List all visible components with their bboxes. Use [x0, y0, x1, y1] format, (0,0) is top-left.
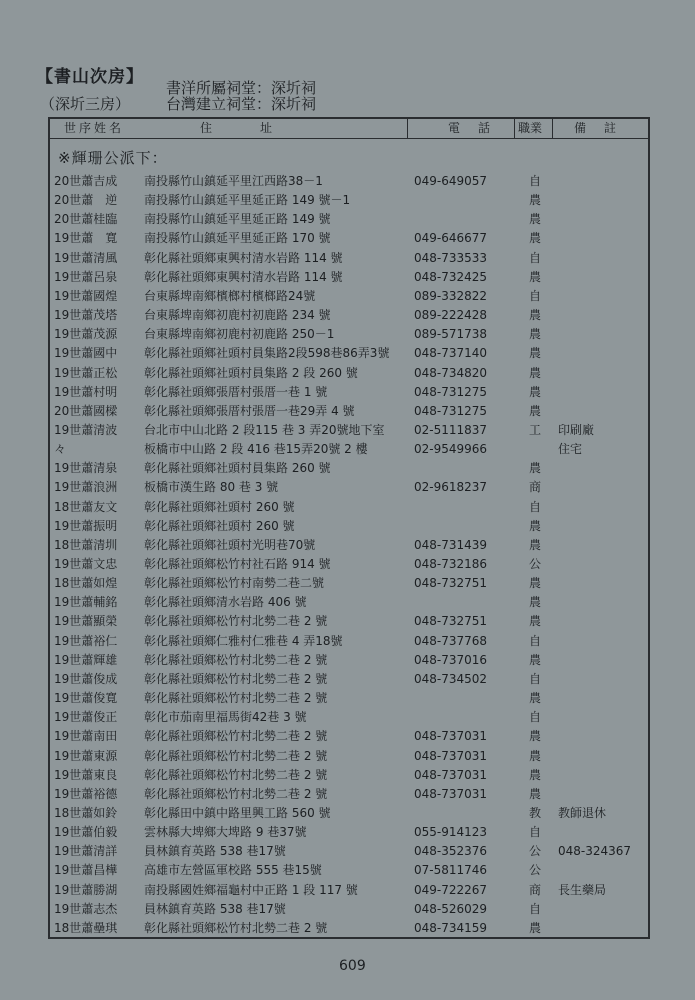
entry-occupation: 自: [528, 710, 541, 725]
entry-note: 住宅: [558, 442, 583, 457]
table-row: [50, 248, 648, 268]
table-row: [50, 822, 648, 842]
entry-address: 台東縣埤南鄉初鹿村初鹿路 234 號: [144, 308, 331, 323]
table-row: [50, 420, 648, 440]
entry-occupation: 農: [528, 518, 541, 533]
entry-name: 19世蕭茂塔: [54, 308, 118, 323]
table-row: [50, 477, 648, 497]
entry-address: 彰化縣社頭鄉松竹村社石路 914 號: [144, 557, 331, 571]
entry-name: 19世蕭俊寬: [54, 691, 118, 706]
entry-occupation: 農: [528, 748, 541, 763]
entry-phone: 048-732186: [414, 557, 488, 571]
genealogy-table: [48, 117, 650, 939]
entry-name: 19世蕭國煌: [54, 288, 118, 303]
entry-address: 高雄市左營區軍校路 555 巷15號: [144, 863, 322, 878]
entry-phone: 048-732425: [414, 269, 488, 284]
entry-phone: 048-526029: [414, 901, 488, 916]
entry-name: 19世蕭清波: [54, 422, 118, 437]
entry-name: 19世蕭顯榮: [54, 614, 118, 629]
table-row: [50, 190, 648, 210]
entry-address: 彰化縣社頭鄉松竹村北勢二巷 2 號: [144, 652, 328, 667]
entry-occupation: 農: [528, 308, 541, 323]
table-row: [50, 841, 648, 861]
entry-occupation: 農: [528, 193, 541, 208]
entry-address: 台東縣埤南鄉初鹿村初鹿路 250－1: [144, 327, 335, 342]
entry-address: 員林鎮育英路 538 巷17號: [144, 901, 286, 916]
entry-phone: 055-914123: [414, 825, 488, 840]
table-row: [50, 497, 648, 517]
table-row: [50, 363, 648, 383]
entry-address: 彰化縣社頭鄉松竹村北勢二巷 2 號: [144, 729, 328, 744]
entry-phone: 048-737031: [414, 786, 488, 801]
entry-name: 々: [54, 442, 67, 457]
entry-occupation: 農: [528, 346, 541, 361]
entry-name: 19世蕭 寬: [54, 231, 118, 246]
table-row: [50, 516, 648, 536]
entry-phone: 048-734820: [414, 365, 488, 380]
entry-address: 南投縣竹山鎮延平里延正路 149 號－1: [144, 193, 351, 208]
table-row: [50, 631, 648, 651]
header-job: 職業: [518, 121, 543, 135]
table-row: [50, 669, 648, 689]
entry-name: 18世蕭如煌: [54, 576, 118, 591]
entry-phone: 048-734502: [414, 671, 488, 686]
entry-note: 長生藥局: [558, 882, 607, 897]
table-row: [50, 439, 648, 459]
page-number: 609: [339, 958, 366, 974]
header-left: [36, 62, 144, 114]
table-row: [50, 803, 648, 823]
entry-address: 南投縣竹山鎮延平里江西路38－1: [144, 174, 323, 188]
entry-address: 台北市中山北路 2 段115 巷 3 弄20號地下室: [144, 422, 385, 437]
entry-address: 板橋市中山路 2 段 416 巷15弄20號 2 樓: [144, 442, 368, 457]
entry-occupation: 自: [528, 174, 541, 188]
table-row: [50, 228, 648, 248]
entry-name: 19世蕭呂泉: [54, 269, 118, 284]
entry-occupation: 教: [528, 805, 541, 820]
entry-phone: 089-332822: [414, 288, 488, 303]
entry-name: 18世蕭清圳: [54, 537, 118, 552]
entry-address: 南投縣國姓鄉福龜村中正路 1 段 117 號: [144, 882, 358, 897]
entry-occupation: 商: [528, 480, 541, 495]
entry-occupation: 農: [528, 231, 541, 246]
entry-name: 19世蕭昌樺: [54, 863, 118, 878]
entry-phone: 048-732751: [414, 614, 488, 629]
entry-address: 彰化縣社頭鄉社頭村員集路2段598巷86弄3號: [144, 346, 390, 361]
table-row: [50, 458, 648, 478]
entry-occupation: 農: [528, 269, 541, 284]
table-row: [50, 305, 648, 325]
branch-title: 【書山次房】: [36, 67, 144, 87]
entry-address: 板橋市漢生路 80 巷 3 號: [144, 480, 279, 495]
entry-name: 19世蕭輔銘: [54, 595, 118, 610]
table-row: [50, 535, 648, 555]
entry-address: 員林鎮育英路 538 巷17號: [144, 844, 286, 859]
table-row: [50, 860, 648, 880]
entry-phone: 089-222428: [414, 308, 488, 323]
entry-name: 19世蕭村明: [54, 384, 118, 399]
entry-phone: 02-5111837: [414, 422, 488, 437]
entry-occupation: 農: [528, 767, 541, 782]
entry-phone: 048-352376: [414, 844, 488, 859]
table-row: [50, 267, 648, 287]
entry-phone: 048-732751: [414, 576, 488, 591]
table-row: [50, 382, 648, 402]
entry-phone: 048-737140: [414, 346, 488, 361]
entry-phone: 049-646677: [414, 231, 488, 246]
table-row: [50, 286, 648, 306]
table-row: [50, 899, 648, 919]
table-row: [50, 707, 648, 727]
entry-phone: 049-722267: [414, 882, 488, 897]
entry-occupation: 農: [528, 920, 541, 935]
entry-phone: 048-737031: [414, 748, 488, 763]
table-row: [50, 880, 648, 900]
entry-address: 彰化縣社頭鄉松竹村北勢二巷 2 號: [144, 748, 328, 763]
entry-occupation: 農: [528, 652, 541, 667]
entry-occupation: 自: [528, 250, 541, 265]
entry-occupation: 公: [528, 844, 541, 859]
entry-phone: 048-731439: [414, 537, 488, 552]
table-row: [50, 765, 648, 785]
entry-name: 19世蕭東良: [54, 767, 118, 782]
entry-name: 19世蕭裕德: [54, 786, 118, 801]
entry-occupation: 工: [528, 422, 541, 437]
entry-address: 台東縣埤南鄉檳榔村檳榔路24號: [144, 288, 316, 303]
entry-phone: 048-737031: [414, 767, 488, 782]
entry-phone: 048-733533: [414, 250, 488, 265]
entry-address: 彰化縣社頭鄉松竹村北勢二巷 2 號: [144, 614, 328, 629]
entry-phone: 02-9549966: [414, 442, 488, 457]
entry-note: 教師退休: [558, 805, 607, 820]
entry-occupation: 自: [528, 633, 541, 648]
entry-name: 18世蕭如鈴: [54, 805, 118, 820]
entry-name: 19世蕭文忠: [54, 557, 118, 571]
entry-occupation: 農: [528, 403, 541, 418]
table-row: [50, 171, 648, 191]
table-row: [50, 343, 648, 363]
header-divider: [514, 119, 515, 138]
entry-address: 雲林縣大埤鄉大埤路 9 巷37號: [144, 825, 307, 840]
entry-address: 彰化縣社頭鄉松竹村北勢二巷 2 號: [144, 671, 328, 686]
entry-occupation: 農: [528, 212, 541, 227]
entry-occupation: 農: [528, 729, 541, 744]
entry-name: 19世蕭志杰: [54, 901, 118, 916]
table-row: [50, 592, 648, 612]
entry-phone: 048-731275: [414, 384, 488, 399]
table-row: [50, 726, 648, 746]
entry-address: 彰化縣社頭鄉仁雅村仁雅巷 4 弄18號: [144, 633, 343, 648]
entry-name: 19世蕭清泉: [54, 461, 118, 476]
entry-name: 20世蕭桂臨: [54, 212, 118, 227]
entry-address: 彰化縣社頭鄉社頭村光明巷70號: [144, 537, 316, 552]
entry-address: 彰化縣社頭鄉張厝村張厝一巷 1 號: [144, 384, 328, 399]
header-address: 住 址: [200, 121, 276, 135]
entry-occupation: 農: [528, 691, 541, 706]
entry-address: 彰化縣田中鎮中路里興工路 560 號: [144, 805, 331, 820]
entry-occupation: 農: [528, 786, 541, 801]
entry-phone: 049-649057: [414, 174, 488, 188]
entry-name: 19世蕭清風: [54, 250, 118, 265]
ancestral-hall-line-1: 書洋所屬祠堂：深圻祠: [166, 79, 317, 97]
entry-occupation: 公: [528, 557, 541, 571]
entry-occupation: 農: [528, 365, 541, 380]
entry-name: 19世蕭茂源: [54, 327, 118, 342]
entry-name: 19世蕭南田: [54, 729, 118, 744]
entry-name: 19世蕭輝雄: [54, 652, 118, 667]
table-header: [50, 119, 648, 139]
entry-address: 彰化縣社頭鄉社頭村員集路 2 段 260 號: [144, 365, 358, 380]
entry-occupation: 自: [528, 499, 541, 514]
entry-name: 19世蕭俊成: [54, 671, 118, 686]
entry-name: 19世蕭勝湖: [54, 882, 118, 897]
table-row: [50, 554, 648, 574]
entry-address: 彰化縣社頭鄉東興村清水岩路 114 號: [144, 269, 343, 284]
entry-phone: 048-737031: [414, 729, 488, 744]
entry-address: 彰化縣社頭鄉東興村清水岩路 114 號: [144, 250, 343, 265]
table-row: [50, 784, 648, 804]
entry-name: 19世蕭清詳: [54, 844, 118, 859]
entry-address: 彰化縣社頭鄉松竹村北勢二巷 2 號: [144, 767, 328, 782]
entry-address: 彰化縣社頭鄉松竹村北勢二巷 2 號: [144, 786, 328, 801]
entry-name: 20世蕭吉成: [54, 174, 118, 188]
entry-note: 048-324367: [558, 844, 632, 859]
entry-name: 19世蕭國中: [54, 346, 118, 361]
entry-occupation: 自: [528, 288, 541, 303]
table-row: [50, 650, 648, 670]
entry-occupation: 農: [528, 595, 541, 610]
entry-phone: 089-571738: [414, 327, 488, 342]
entry-name: 20世蕭國樑: [54, 403, 118, 418]
table-row: [50, 746, 648, 766]
entry-name: 19世蕭振明: [54, 518, 118, 533]
entry-address: 彰化縣社頭鄉社頭村員集路 260 號: [144, 461, 331, 476]
entry-occupation: 農: [528, 576, 541, 591]
entry-address: 彰化縣社頭鄉社頭村 260 號: [144, 518, 295, 533]
entry-name: 18世蕭友文: [54, 499, 118, 514]
entry-name: 20世蕭 逆: [54, 193, 118, 208]
table-row: [50, 324, 648, 344]
header-divider: [552, 119, 553, 138]
entry-address: 彰化縣社頭鄉松竹村南勢二巷二號: [144, 576, 325, 591]
entry-name: 19世蕭裕仁: [54, 633, 118, 648]
entry-occupation: 農: [528, 327, 541, 342]
table-row: [50, 688, 648, 708]
entry-address: 彰化縣社頭鄉松竹村北勢二巷 2 號: [144, 920, 328, 935]
entry-address: 彰化縣社頭鄉張厝村張厝一巷29弄 4 號: [144, 403, 355, 418]
entry-phone: 048-737016: [414, 652, 488, 667]
entry-occupation: 商: [528, 882, 541, 897]
ancestral-hall-line-2: 台灣建立祠堂：深圻祠: [166, 95, 317, 113]
table-row: [50, 573, 648, 593]
entry-address: 彰化縣社頭鄉松竹村北勢二巷 2 號: [144, 691, 328, 706]
entry-occupation: 公: [528, 863, 541, 878]
table-row: [50, 401, 648, 421]
entry-address: 彰化市茄南里福馬街42巷 3 號: [144, 710, 307, 725]
header-note: 備 註: [574, 121, 620, 135]
entry-name: 19世蕭俊正: [54, 710, 118, 725]
table-row: [50, 918, 648, 938]
entry-occupation: 農: [528, 614, 541, 629]
entry-phone: 048-731275: [414, 403, 488, 418]
entry-phone: 048-737768: [414, 633, 488, 648]
branch-subtitle: （深圻三房）: [40, 95, 131, 113]
entry-occupation: 自: [528, 901, 541, 916]
header-name: 世序姓名: [64, 121, 125, 135]
entry-occupation: 農: [528, 384, 541, 399]
entry-name: 19世蕭伯毅: [54, 825, 118, 840]
table-row: [50, 611, 648, 631]
entry-name: 19世蕭正松: [54, 365, 118, 380]
header-divider: [407, 119, 408, 138]
entry-occupation: 農: [528, 461, 541, 476]
header-phone: 電 話: [448, 121, 494, 135]
entry-name: 19世蕭浪洲: [54, 480, 118, 495]
ancestral-hall-info: [166, 80, 316, 112]
entry-address: 南投縣竹山鎮延平里延正路 170 號: [144, 231, 331, 246]
table-row: [50, 209, 648, 229]
entry-name: 19世蕭東源: [54, 748, 118, 763]
section-title: ※輝珊公派下：: [58, 149, 168, 167]
entry-phone: 07-5811746: [414, 863, 488, 878]
entry-phone: 02-9618237: [414, 480, 488, 495]
entry-occupation: 自: [528, 671, 541, 686]
entry-occupation: 農: [528, 537, 541, 552]
entry-address: 南投縣竹山鎮延平里延正路 149 號: [144, 212, 331, 227]
entry-name: 18世蕭壘琪: [54, 920, 118, 935]
entry-note: 印刷廠: [558, 422, 595, 437]
entry-address: 彰化縣社頭鄉社頭村 260 號: [144, 499, 295, 514]
entry-phone: 048-734159: [414, 920, 488, 935]
entry-address: 彰化縣社頭鄉清水岩路 406 號: [144, 595, 307, 610]
entry-occupation: 自: [528, 825, 541, 840]
